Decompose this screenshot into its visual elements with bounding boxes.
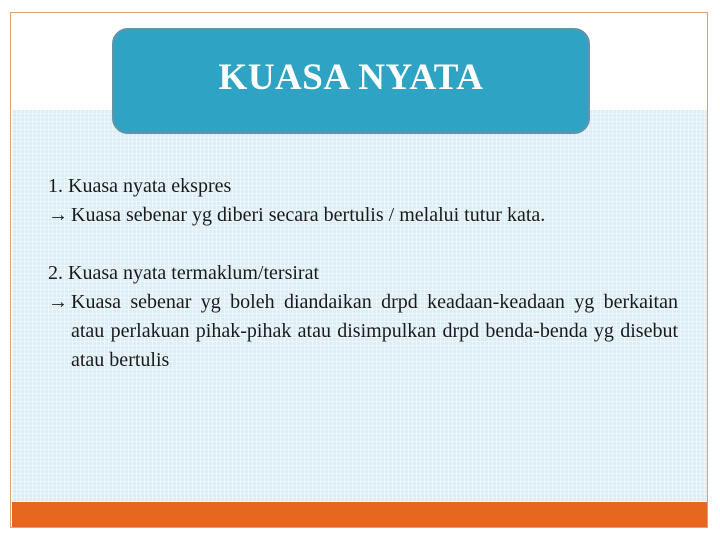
bottom-accent-bar [12,502,707,527]
list-item-2 [48,259,678,375]
slide-body [48,172,678,404]
item-description-text: Kuasa sebenar yg diberi secara bertulis / melalui tutur kata. [71,204,546,226]
list-item-1 [48,172,678,230]
arrow-right-icon: → [48,291,68,313]
slide-title: KUASA NYATA [218,56,484,98]
item-description [48,288,678,375]
item-description [48,201,678,230]
title-box [112,28,590,134]
arrow-right-icon: → [48,204,68,226]
item-heading: 2. Kuasa nyata termaklum/tersirat [48,262,320,284]
item-heading: 1. Kuasa nyata ekspres [48,175,232,197]
item-description-text: Kuasa sebenar yg boleh diandaikan drpd keadaan-keadaan yg berkaitan atau perlakuan pihak-pihak atau disimpulkan drpd benda-benda yg disebut atau bertulis [71,291,678,371]
